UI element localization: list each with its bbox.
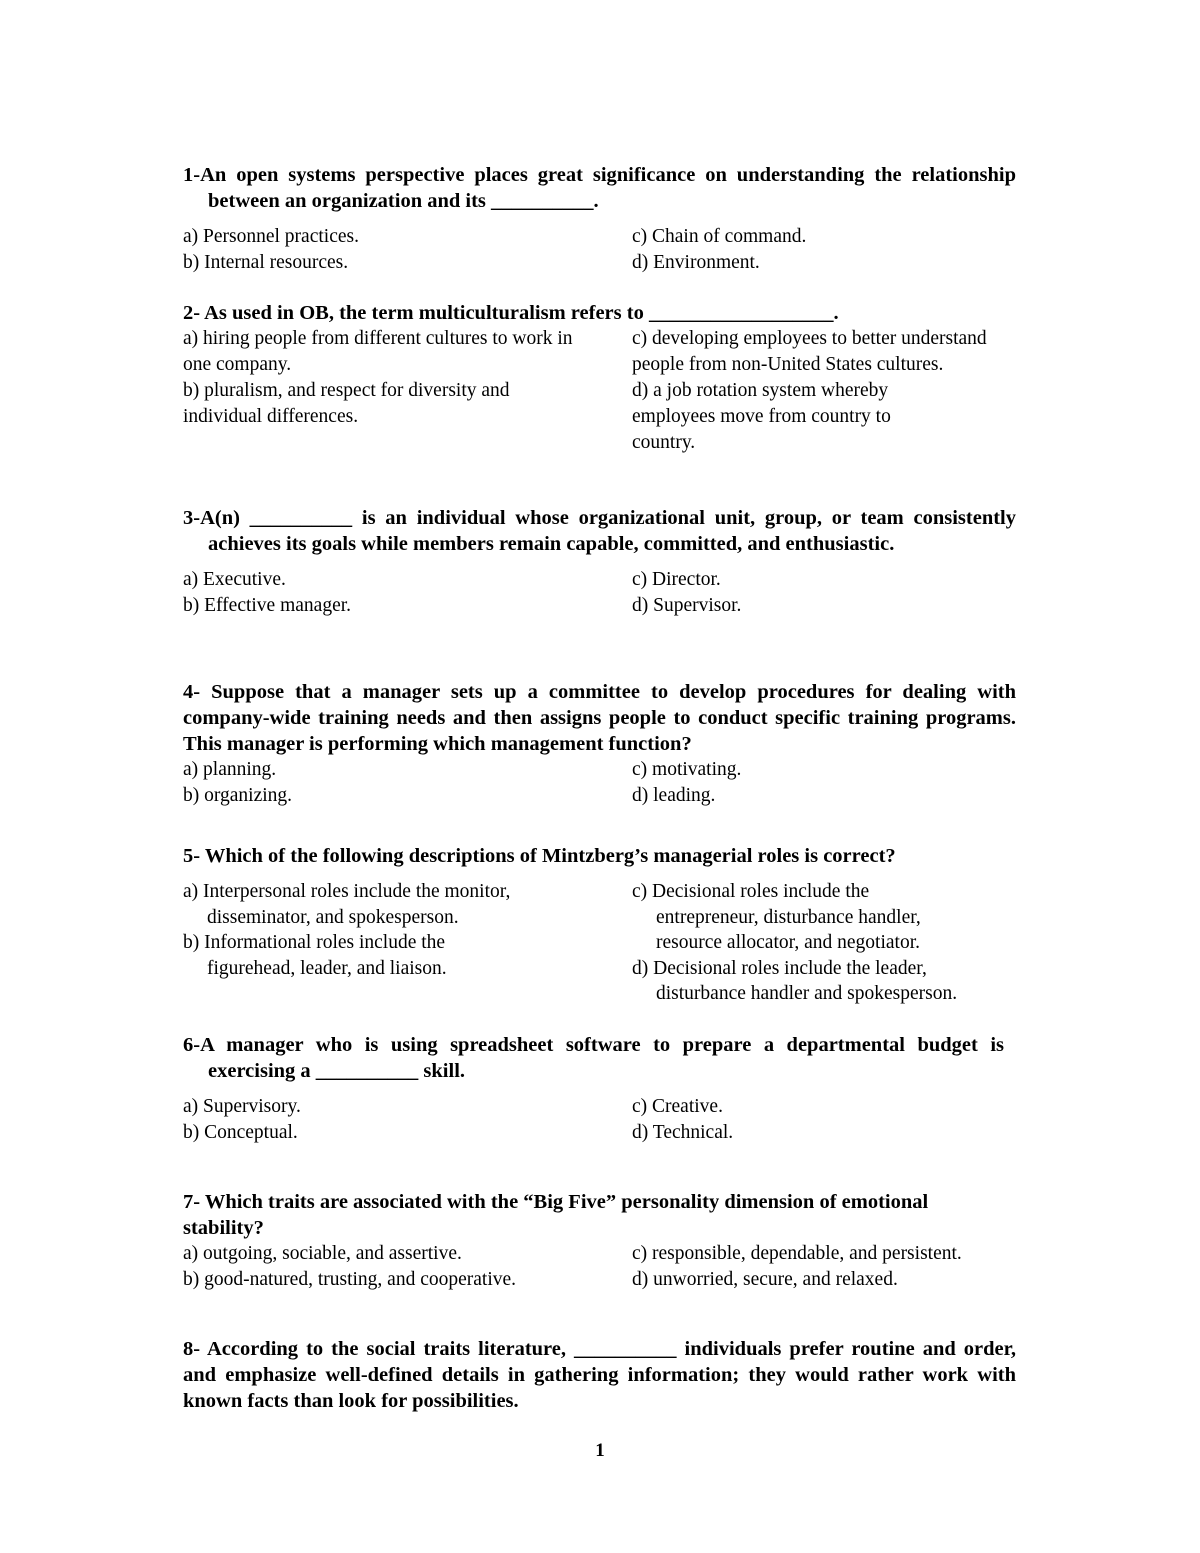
question-4-stem: 4- Suppose that a manager sets up a committee to develop procedures for dealing with company-wide training needs and then assigns people to conduct specific training programs. This manager is performing which management function? bbox=[183, 681, 1016, 755]
option-c: c) Chain of command. bbox=[632, 226, 807, 247]
option-c: c) motivating. bbox=[632, 759, 742, 780]
option-c: c) Creative. bbox=[632, 1096, 723, 1117]
option-b: b) Informational roles include the figurehead, leader, and liaison. bbox=[183, 932, 447, 979]
option-b: b) good-natured, trusting, and cooperative. bbox=[183, 1268, 517, 1290]
question-4-options bbox=[183, 757, 1016, 808]
option-d: d) Environment. bbox=[632, 251, 760, 273]
page-number: 1 bbox=[595, 1440, 605, 1461]
option-c: c) Decisional roles include the entrepreneur, disturbance handler, resource allocator, and negotiator. bbox=[632, 881, 921, 953]
option-a: a) hiring people from different cultures to work in one company. bbox=[183, 328, 573, 375]
question-8-stem: 8- According to the social traits literature, __________ individuals prefer routine and order, and emphasize well-defined details in gathering information; they would rather work with known facts than look for possibilities. bbox=[183, 1338, 1016, 1412]
option-d: d) leading. bbox=[632, 784, 716, 806]
option-b: b) pluralism, and respect for diversity and individual differences. bbox=[183, 380, 510, 427]
option-b: b) Conceptual. bbox=[183, 1121, 298, 1143]
question-6-stem: 6-A manager who is using spreadsheet software to prepare a departmental budget is exercising a __________ skill. bbox=[183, 1034, 1004, 1082]
option-c: c) responsible, dependable, and persistent. bbox=[632, 1243, 962, 1264]
question-1-options bbox=[183, 224, 1016, 275]
question-2 bbox=[183, 300, 1016, 456]
question-2-stem: 2- As used in OB, the term multiculturalism refers to __________________. bbox=[183, 302, 839, 324]
question-3-options bbox=[183, 567, 1016, 618]
option-d: d) Supervisor. bbox=[632, 594, 742, 616]
question-3 bbox=[183, 505, 1016, 618]
option-a: a) Executive. bbox=[183, 569, 286, 590]
question-1-stem: 1-An open systems perspective places great significance on understanding the relationship between an organization and its __________. bbox=[183, 164, 1016, 212]
question-7-stem: 7- Which traits are associated with the “Big Five” personality dimension of emotional stability? bbox=[183, 1191, 929, 1239]
question-7 bbox=[183, 1189, 1016, 1292]
option-b: b) organizing. bbox=[183, 784, 293, 806]
option-d: d) Decisional roles include the leader, disturbance handler and spokesperson. bbox=[632, 957, 958, 1004]
option-d: d) a job rotation system whereby employees move from country to country. bbox=[632, 380, 891, 453]
question-3-stem: 3-A(n) __________ is an individual whose organizational unit, group, or team consistently achieves its goals while members remain capable, committed, and enthusiastic. bbox=[183, 507, 1016, 555]
question-4 bbox=[183, 679, 1016, 808]
option-a: a) outgoing, sociable, and assertive. bbox=[183, 1243, 462, 1264]
question-2-options bbox=[183, 326, 1016, 456]
option-a: a) Interpersonal roles include the monitor, disseminator, and spokesperson. bbox=[183, 881, 511, 928]
option-d: d) unworried, secure, and relaxed. bbox=[632, 1268, 898, 1290]
option-c: c) developing employees to better understand people from non-United States cultures. bbox=[632, 328, 987, 375]
question-8 bbox=[183, 1336, 1016, 1414]
question-7-options bbox=[183, 1241, 1016, 1292]
option-d: d) Technical. bbox=[632, 1121, 734, 1143]
question-5-stem: 5- Which of the following descriptions of Mintzberg’s managerial roles is correct? bbox=[183, 845, 896, 867]
option-a: a) Personnel practices. bbox=[183, 226, 359, 247]
question-5-options bbox=[183, 879, 1016, 1007]
option-c: c) Director. bbox=[632, 569, 721, 590]
option-a: a) planning. bbox=[183, 759, 277, 780]
question-6 bbox=[183, 1032, 1016, 1145]
option-a: a) Supervisory. bbox=[183, 1096, 301, 1117]
option-b: b) Effective manager. bbox=[183, 594, 352, 616]
question-5 bbox=[183, 843, 1016, 1007]
question-1 bbox=[183, 162, 1016, 275]
question-6-options bbox=[183, 1094, 1016, 1145]
option-b: b) Internal resources. bbox=[183, 251, 349, 273]
